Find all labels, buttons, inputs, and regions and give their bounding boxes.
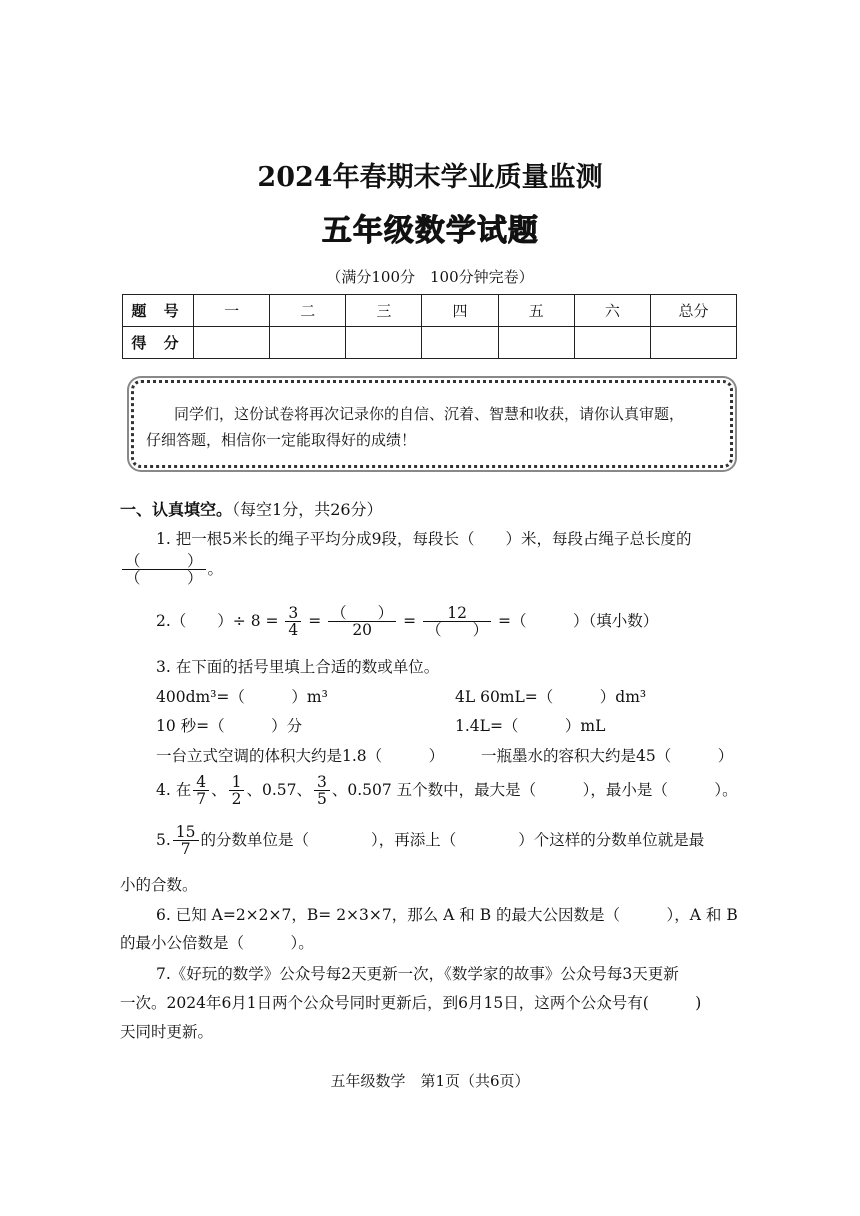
exam-subtitle: 五年级数学试题: [321, 213, 539, 248]
q4-start: 4. 在: [156, 780, 192, 799]
q1-frac-denominator: （ ）: [125, 569, 203, 588]
column-header: 三: [346, 295, 422, 327]
q4-sep: 、: [211, 780, 227, 799]
score-cell: [346, 327, 422, 359]
exam-title: 2024年春期末学业质量监测: [257, 162, 603, 193]
question-3-e: 一台立式空调的体积大约是1.8（ ）: [156, 747, 445, 765]
section-1-points: （每空1分，共26分）: [232, 500, 383, 519]
question-3-b: 4L 60mL=（ ）dm³: [455, 688, 647, 706]
q2-frac3-den: （ ）: [426, 621, 489, 640]
q2-frac3-num: 12: [423, 605, 491, 622]
notice-line-2: 仔细答题，相信你一定能取得好的成绩！: [146, 431, 417, 449]
q2-frac2-den: 20: [352, 621, 373, 640]
q2-equals-1: =: [308, 611, 322, 630]
score-cell: [574, 327, 650, 359]
score-table: [122, 294, 737, 359]
question-3-f: 一瓶墨水的容积大约是45（ ）: [481, 747, 734, 765]
q4-frac3-den: 5: [317, 790, 327, 809]
question-7-line-1: 7.《好玩的数学》公众号每2天更新一次，《数学家的故事》公众号每3天更新: [156, 965, 679, 983]
q4-frac2-num: 1: [229, 774, 245, 791]
row-label-score: 得 分: [123, 327, 194, 359]
q5-end: 的分数单位是（ ），再添上（ ）个这样的分数单位就是最: [200, 830, 705, 849]
score-cell: [651, 327, 737, 359]
question-3-d: 1.4L=（ ）mL: [455, 717, 606, 735]
q5-start: 5.: [156, 830, 171, 849]
question-7-line-2: 一次。2024年6月1日两个公众号同时更新后，到6月15日，这两个公众号有( ): [120, 994, 702, 1012]
column-header: 四: [422, 295, 498, 327]
q4-frac1-num: 4: [193, 774, 209, 791]
score-cell: [498, 327, 574, 359]
column-header: 五: [498, 295, 574, 327]
q2-frac1-den: 4: [288, 621, 299, 640]
q2-end: =（ ）（填小数）: [498, 611, 659, 630]
question-4: [156, 774, 738, 808]
q2-frac1-num: 3: [285, 605, 301, 622]
score-table-score-row: [123, 327, 737, 359]
q4-mid: 、0.57、: [246, 780, 312, 799]
q1-frac-numerator: （ ）: [122, 553, 206, 570]
column-header: 二: [270, 295, 346, 327]
q1-end: 。: [207, 559, 224, 578]
score-cell: [194, 327, 270, 359]
question-1-fraction-blank: [120, 553, 223, 587]
question-2: [156, 605, 658, 639]
notice-box: [131, 380, 733, 468]
score-cell: [422, 327, 498, 359]
q5-frac-num: 15: [173, 824, 199, 841]
q2-start: 2.（ ）÷ 8 =: [156, 611, 279, 630]
q4-end: 、0.507 五个数中，最大是（ ），最小是（ ）。: [331, 780, 738, 799]
question-5-line-2: 小的合数。: [120, 876, 198, 894]
question-7-line-3: 天同时更新。: [120, 1023, 214, 1041]
question-3-title: 3. 在下面的括号里填上合适的数或单位。: [156, 658, 440, 676]
notice-line-1: 同学们，这份试卷将再次记录你的自信、沉着、智慧和收获，请你认真审题，: [174, 405, 685, 423]
question-6-line-1: 6. 已知 A=2×2×7，B= 2×3×7，那么 A 和 B 的最大公因数是（ ），A 和 B: [156, 906, 738, 924]
q4-frac1-den: 7: [196, 790, 207, 809]
section-1-title: 一、认真填空。: [120, 500, 233, 519]
question-3-a: 400dm³=（ ）m³: [156, 688, 328, 706]
q2-equals-2: =: [403, 611, 417, 630]
column-header: 总分: [651, 295, 737, 327]
row-label-question-number: 题 号: [123, 295, 194, 327]
score-table-header-row: [123, 295, 737, 327]
q4-frac3-num: 3: [314, 774, 330, 791]
question-5: [156, 824, 704, 858]
column-header: 一: [194, 295, 270, 327]
q4-frac2-den: 2: [231, 790, 242, 809]
question-3-c: 10 秒=（ ）分: [156, 717, 303, 735]
question-1-line-1: 1. 把一根5米长的绳子平均分成9段，每段长（ ）米，每段占绳子总长度的: [156, 530, 692, 548]
q5-frac-den: 7: [180, 840, 191, 859]
question-6-line-2: 的最小公倍数是（ ）。: [120, 934, 314, 952]
q2-frac2-num: （ ）: [328, 605, 396, 622]
exam-info: （满分100分 100分钟完卷）: [326, 268, 534, 286]
page-footer: 五年级数学 第1页（共6页）: [330, 1072, 530, 1090]
section-1-heading: [120, 497, 383, 520]
column-header: 六: [574, 295, 650, 327]
score-cell: [270, 327, 346, 359]
